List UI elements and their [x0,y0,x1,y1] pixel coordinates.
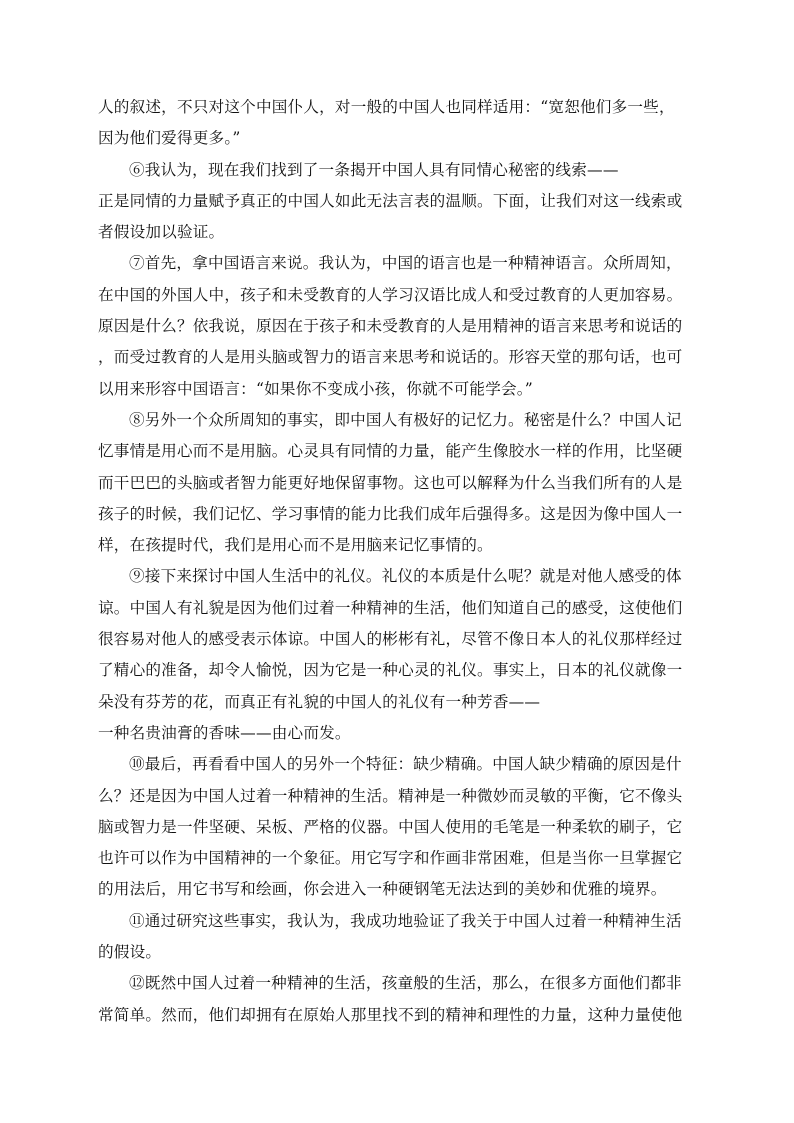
text-line: 人的叙述，不只对这个中国仆人，对一般的中国人也同样适用：“宽恕他们多一些， [98,98,675,116]
text-line: 很容易对他人的感受表示体谅。中国人的彬彬有礼，尽管不像日本人的礼仪那样经过 [98,630,683,649]
text-line: 朵没有芬芳的花，而真正有礼貌的中国人的礼仪有一种芳香—— [98,692,541,711]
text-line: 者假设加以验证。 [98,223,225,242]
text-line: 脑或智力是一件坚硬、呆板、严格的仪器。中国人使用的毛笔是一种柔软的刷子，它 [98,817,683,836]
text-line: ⑥我认为，现在我们找到了一条揭开中国人具有同情心秘密的线索—— [129,160,619,179]
text-line: ⑦首先，拿中国语言来说。我认为，中国的语言也是一种精神语言。众所周知， [129,254,682,273]
text-line: ⑧另外一个众所周知的事实，即中国人有极好的记忆力。秘密是什么？中国人记 [129,410,682,429]
text-line: ⑨接下来探讨中国人生活中的礼仪。礼仪的本质是什么呢？就是对他人感受的体 [129,567,682,586]
text-line: 么？还是因为中国人过着一种精神的生活。精神是一种微妙而灵敏的平衡，它不像头 [98,786,683,805]
text-line: ，而受过教育的人是用头脑或智力的语言来思考和说话的。形容天堂的那句话，也可 [98,348,683,367]
text-line: 而干巴巴的头脑或者智力能更好地保留事物。这也可以解释为什么当我们所有的人是 [98,473,683,492]
text-line: 也许可以作为中国精神的一个象征。用它写字和作画非常困难，但是当你一旦掌握它 [98,849,683,868]
text-line: 正是同情的力量赋予真正的中国人如此无法言表的温顺。下面，让我们对这一线索或 [98,191,683,210]
body-text [98,92,696,1031]
text-line: 了精心的准备，却令人愉悦，因为它是一种心灵的礼仪。事实上，日本的礼仪就像一 [98,661,683,680]
text-line: ⑫既然中国人过着一种精神的生活，孩童般的生活，那么，在很多方面他们都非 [129,974,682,993]
text-line: 以用来形容中国语言：“如果你不变成小孩，你就不可能学会。” [98,379,533,398]
text-line: 的用法后，用它书写和绘画，你会进入一种硬钢笔无法达到的美妙和优雅的境界。 [98,880,667,899]
text-line: 孩子的时候，我们记忆、学习事情的能力比我们成年后强得多。这是因为像中国人一 [98,504,683,523]
text-line: 谅。中国人有礼貌是因为他们过着一种精神的生活，他们知道自己的感受，这使他们 [98,598,683,617]
text-line: 忆事情是用心而不是用脑。心灵具有同情的力量，能产生像胶水一样的作用，比坚硬 [98,442,683,461]
text-line: ⑩最后，再看看中国人的另外一个特征：缺少精确。中国人缺少精确的原因是什 [129,755,682,774]
text-line: 在中国的外国人中，孩子和未受教育的人学习汉语比成人和受过教育的人更加容易。 [98,285,683,304]
text-line: 一种名贵油膏的香味——由心而发。 [98,723,351,742]
text-line: 原因是什么？依我说，原因在于孩子和未受教育的人是用精神的语言来思考和说话的 [98,317,683,336]
text-line: 的假设。 [98,943,162,962]
text-line: 样，在孩提时代，我们是用心而不是用脑来记忆事情的。 [98,536,493,555]
text-line: 常简单。然而，他们却拥有在原始人那里找不到的精神和理性的力量，这种力量使他 [98,1005,683,1024]
text-line: ⑪通过研究这些事实，我认为，我成功地验证了我关于中国人过着一种精神生活 [129,911,682,930]
text-line: 因为他们爱得更多。” [98,129,241,148]
